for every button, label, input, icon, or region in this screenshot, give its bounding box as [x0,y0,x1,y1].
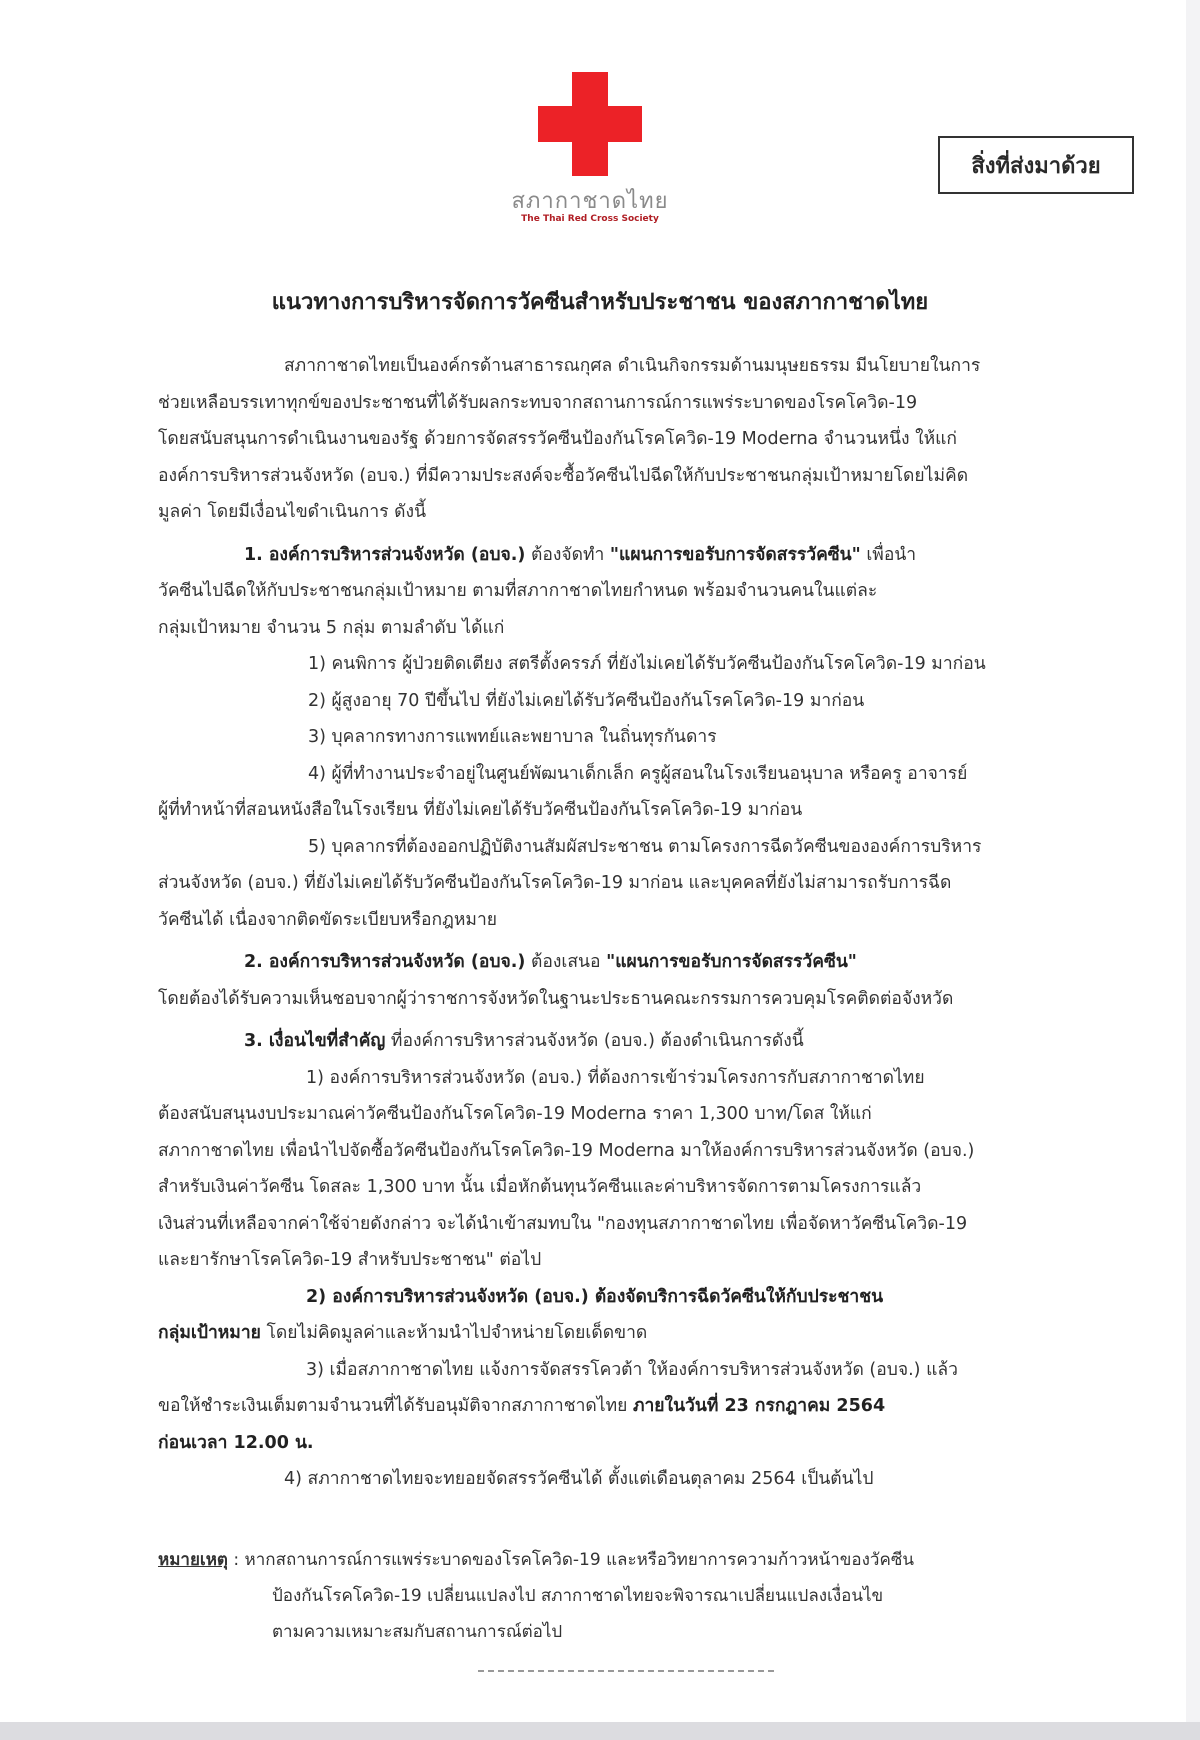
condition-item-2-cont: กลุ่มเป้าหมาย โดยไม่คิดมูลค่าและห้ามนำไปจำหน่ายโดยเด็ดขาด [158,1323,648,1343]
red-cross-icon [538,72,642,176]
target-group-item: 4) ผู้ที่ทำงานประจำอยู่ในศูนย์พัฒนาเด็กเล็ก ครูผู้สอนในโรงเรียนอนุบาล หรือครู อาจารย์ [308,763,968,784]
section-1-line: กลุ่มเป้าหมาย จำนวน 5 กลุ่ม ตามลำดับ ได้แก่ [158,617,505,638]
condition-item-1-cont: เงินส่วนที่เหลือจากค่าใช้จ่ายดังกล่าว จะได้นำเข้าสมทบใน "กองทุนสภากาชาดไทย เพื่อจัดหาวัคซีนโควิด-19 [158,1213,968,1234]
remark-label: หมายเหตุ [158,1550,228,1570]
logo-name-english: The Thai Red Cross Society [521,214,659,224]
condition-item-1-cont: สำหรับเงินค่าวัคซีน โดสละ 1,300 บาท นั้น เมื่อหักต้นทุนวัคซีนและค่าบริหารจัดการตามโครงการแล้ว [158,1177,922,1197]
target-group-item: 3) บุคลากรทางการแพทย์และพยาบาล ในถิ่นทุรกันดาร [308,727,717,747]
logo-name-thai: สภากาชาดไทย [511,189,669,214]
document-title: แนวทางการบริหารจัดการวัคซีนสำหรับประชาชน ของสภากาชาดไทย [271,290,929,315]
thai-red-cross-logo [495,72,685,224]
enclosure-label-box: สิ่งที่ส่งมาด้วย [938,136,1134,194]
condition-item-3-cont: ขอให้ชำระเงินเต็มตามจำนวนที่ได้รับอนุมัติจากสภากาชาดไทย ภายในวันที่ 23 กรกฎาคม 2564 [158,1396,886,1416]
document-body [158,348,1088,1498]
intro-line: มูลค่า โดยมีเงื่อนไขดำเนินการ ดังนี้ [158,502,427,522]
condition-item-3: 3) เมื่อสภากาชาดไทย แจ้งการจัดสรรโควต้า ให้องค์การบริหารส่วนจังหวัด (อบจ.) แล้ว [306,1359,958,1380]
condition-item-1-cont: และยารักษาโรคโควิด-19 สำหรับประชาชน" ต่อไป [158,1250,542,1270]
intro-line: องค์การบริหารส่วนจังหวัด (อบจ.) ที่มีความประสงค์จะซื้อวัคซีนไปฉีดให้กับประชาชนกลุ่มเป้าหมายโดยไม่คิด [158,465,969,486]
target-group-item-cont: ผู้ที่ทำหน้าที่สอนหนังสือในโรงเรียน ที่ยังไม่เคยได้รับวัคซีนป้องกันโรคโควิด-19 มาก่อน [158,800,803,820]
condition-item-2: 2) องค์การบริหารส่วนจังหวัด (อบจ.) ต้องจัดบริการฉีดวัคซีนให้กับประชาชน [306,1286,884,1307]
section-2-heading: 2. องค์การบริหารส่วนจังหวัด (อบจ.) ต้องเสนอ "แผนการขอรับการจัดสรรวัคซีน" [244,952,857,972]
intro-line: สภากาชาดไทยเป็นองค์กรด้านสาธารณกุศล ดำเนินกิจกรรมด้านมนุษยธรรม มีนโยบายในการ [284,356,981,376]
section-1-line: วัคซีนไปฉีดให้กับประชาชนกลุ่มเป้าหมาย ตามที่สภากาชาดไทยกำหนด พร้อมจำนวนคนในแต่ละ [158,581,878,601]
condition-item-1: 1) องค์การบริหารส่วนจังหวัด (อบจ.) ที่ต้องการเข้าร่วมโครงการกับสภากาชาดไทย [306,1067,925,1088]
target-group-item-cont: วัคซีนได้ เนื่องจากติดขัดระเบียบหรือกฎหมาย [158,909,498,930]
condition-item-4: 4) สภากาชาดไทยจะทยอยจัดสรรวัคซีนได้ ตั้งแต่เดือนตุลาคม 2564 เป็นต้นไป [284,1469,874,1489]
remark-note: หมายเหตุ : หากสถานการณ์การแพร่ระบาดของโรคโควิด-19 และหรือวิทยาการความก้าวหน้าของวัคซีน ป้องกันโรคโควิด-19 เปลี่ยนแปลงไป สภากาชาดไทยจะพิจารณาเปลี่ยนแปลงเงื่อนไข ตามความเหมาะสมกับสถานการณ์ต่อไป [158,1550,914,1642]
bottom-edge [0,1722,1200,1740]
target-group-item-cont: ส่วนจังหวัด (อบจ.) ที่ยังไม่เคยได้รับวัคซีนป้องกันโรคโควิด-19 มาก่อน และบุคคลที่ยังไม่สามารถรับการฉีด [158,873,952,893]
intro-line: ช่วยเหลือบรรเทาทุกข์ของประชาชนที่ได้รับผลกระทบจากสถานการณ์การแพร่ระบาดของโรคโควิด-19 [158,392,918,413]
condition-item-1-cont: สภากาชาดไทย เพื่อนำไปจัดซื้อวัคซีนป้องกันโรคโควิด-19 Moderna มาให้องค์การบริหารส่วนจังหวัด (อบจ.) [158,1140,975,1161]
condition-item-3-deadline: ก่อนเวลา 12.00 น. [158,1432,314,1453]
section-3-heading: 3. เงื่อนไขที่สำคัญ ที่องค์การบริหารส่วนจังหวัด (อบจ.) ต้องดำเนินการดังนี้ [244,1031,804,1051]
target-group-item: 2) ผู้สูงอายุ 70 ปีขึ้นไป ที่ยังไม่เคยได้รับวัคซีนป้องกันโรคโควิด-19 มาก่อน [308,690,865,711]
end-divider [478,1670,774,1672]
condition-item-1-cont: ต้องสนับสนุนงบประมาณค่าวัคซีนป้องกันโรคโควิด-19 Moderna ราคา 1,300 บาท/โดส ให้แก่ [158,1104,872,1124]
section-1-heading: 1. องค์การบริหารส่วนจังหวัด (อบจ.) ต้องจัดทำ "แผนการขอรับการจัดสรรวัคซีน" เพื่อนำ [244,544,917,565]
target-group-item: 5) บุคลากรที่ต้องออกปฏิบัติงานสัมผัสประชาชน ตามโครงการฉีดวัคซีนขององค์การบริหาร [308,836,982,857]
intro-line: โดยสนับสนุนการดำเนินงานของรัฐ ด้วยการจัดสรรวัคซีนป้องกันโรคโควิด-19 Moderna จำนวนหนึ่ง ให้แก่ [158,429,958,449]
section-2-line: โดยต้องได้รับความเห็นชอบจากผู้ว่าราชการจังหวัดในฐานะประธานคณะกรรมการควบคุมโรคติดต่อจังหวัด [158,988,954,1009]
target-group-item: 1) คนพิการ ผู้ป่วยติดเตียง สตรีตั้งครรภ์ ที่ยังไม่เคยได้รับวัคซีนป้องกันโรคโควิด-19 มาก่อน [308,654,986,674]
